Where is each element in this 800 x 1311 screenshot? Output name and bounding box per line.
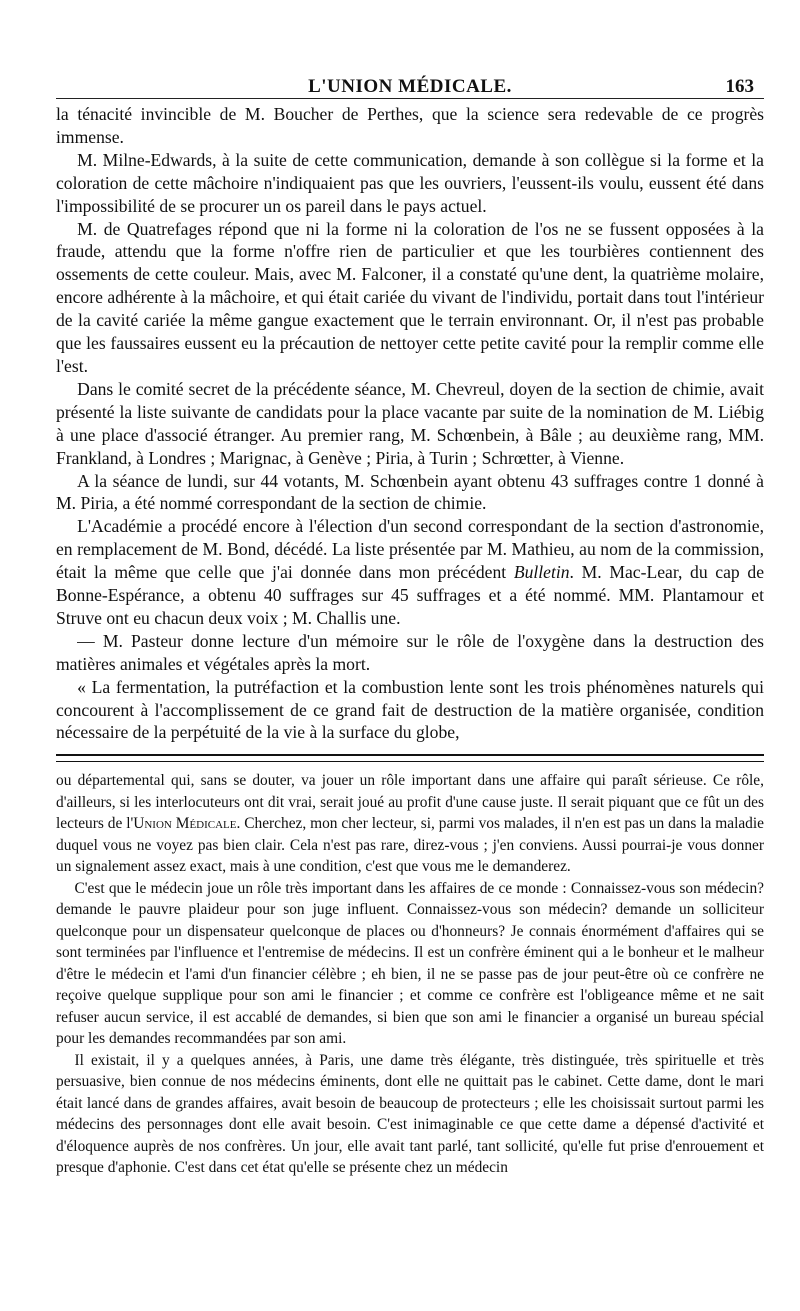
paragraph-4: Dans le comité secret de la précédente séance, M. Chevreul, doyen de la section de chimie, avait présenté la liste suivante de candidats pour la place vacante par suite de la nomination de M. Liébig à une place d'associé étranger. Au premier rang, M. Schœnbein, à Bâle ; au deuxième rang, MM. Frankland, à Londres ; Marignac, à Genève ; Piria, à Turin ; Schrœtter, à Vienne. [56,378,764,468]
feuilleton-paragraph-2: C'est que le médecin joue un rôle très important dans les affaires de ce monde : Connaissez-vous son médecin? demande le pauvre plaideur pour son juge influent. Connaissez-vous son médecin? demande un solliciteur quelconque pour un dispensateur quelconque de places ou d'honneurs? Je connais énormément d'affaires qui se sont terminées par l'influence et l'entremise de médecins. Il est un confrère éminent qui a le bonheur et le malheur d'être le médecin et l'ami d'un financier célèbre ; eh bien, il ne se passe pas de jour peut-être où ce confrère ne reçoive quelque supplique pour son ami le financier ; et comme ce confrère est l'obligeance même et ne sait refuser aucun service, il est accablé de demandes, si bien que son ami le financier a organisé un bureau spécial pour les demandes recommandées par son ami. [56,879,764,1048]
running-title: L'UNION MÉDICALE. [308,76,512,97]
feuilleton-paragraph-1-text-b: . Cherchez, mon cher lecteur, si, parmi vos malades, il n'en est pas un dans la maladie duquel vous ne voyez pas bien clair. Cela n'est pas rare, direz-vous ; j'en conviens. Aussi pourrai-je vous donner un signalement assez exact, mais à une condition, c'est que vous me le demanderez. [56,815,764,876]
paragraph-6-italic: Bulletin [513,562,570,583]
feuilleton-paragraph-1 [56,770,764,878]
main-article-text [56,103,764,744]
header-rule [56,98,764,99]
feuilleton-paragraph-3: Il existait, il y a quelques années, à Paris, une dame très élégante, très distinguée, très spirituelle et très persuasive, bien connue de nos médecins éminents, dont elle ne quittait pas le cabinet. Cette dame, dont le mari était lancé dans de grandes affaires, avait besoin de beaucoup de protecteurs ; elle les choisissait surtout parmi les médecins des personnages dont elle avait besoin. C'est inimaginable ce que cette dame a dépensé d'activité et d'éloquence auprès de nos confrères. Un jour, elle avait tant parlé, tant sollicité, qu'elle fut prise d'enrouement et presque d'aphonie. C'est dans cet état qu'elle se présente chez un médecin [56,1051,764,1177]
feuilleton-text [56,770,764,1179]
paragraph-6 [56,515,764,630]
paragraph-1: la ténacité invincible de M. Boucher de Perthes, que la science sera redevable de ce progrès immense. [56,104,764,147]
page-number: 163 [725,76,754,97]
paragraph-2: M. Milne-Edwards, à la suite de cette communication, demande à son collègue si la forme et la coloration de cette mâchoire n'indiquaient pas que les ouvriers, l'eussent-ils voulu, eussent été dans l'impossibilité de se procurer un os pareil dans le pays actuel. [56,149,764,216]
paragraph-8: « La fermentation, la putréfaction et la combustion lente sont les trois phénomènes naturels qui concourent à l'accomplissement de ce grand fait de destruction de la matière organisée, condition nécessaire de la perpétuité de la vie à la surface du globe, [56,676,764,743]
journal-page [56,68,764,1179]
paragraph-7: — M. Pasteur donne lecture d'un mémoire sur le rôle de l'oxygène dans la destruction des matières animales et végétales après la mort. [56,630,764,674]
paragraph-3: M. de Quatrefages répond que ni la forme ni la coloration de l'os ne se fussent opposées à la fraude, attendu que la forme n'offre rien de particulier et que les tourbières contiennent des ossements de cette couleur. Mais, avec M. Falconer, il a constaté qu'une dent, la quatrième molaire, encore adhérente à la mâchoire, et qui était cariée du vivant de l'individu, portait dans tout l'intérieur de la cavité cariée la même gangue exactement que le terrain environnant. Or, il n'est pas probable que les faussaires eussent eu la précaution de nettoyer cette petite cavité pour la remplir comme elle l'est. [56,218,764,376]
feuilleton-paragraph-1-text-a: ou départemental qui, sans se douter, va jouer un rôle important dans une affaire qui paraît sérieuse. Ce rôle, d'ailleurs, si les interlocuteurs ont dit vrai, serait joué au profit d'une cause juste. Il serait piquant que ce fût un des lecteurs de l' [56,772,764,833]
paragraph-6-text-a: L'Académie a procédé encore à l'élection d'un second correspondant de la section d'astronomie, en remplacement de M. Bond, décédé. La liste présentée par M. Mathieu, au nom de la commission, était la même que celle que j'ai donnée dans mon précédent [56,516,764,583]
paragraph-6-text-b: . M. Mac-Lear, du cap de Bonne-Espérance, a obtenu 40 suffrages sur 45 suffrages et a été nommé. MM. Plantamour et Struve ont eu chacun deux voix ; M. Challis une. [56,562,764,628]
feuilleton-divider [56,754,764,762]
journal-name-smallcaps: Union Médicale [133,815,237,833]
paragraph-5: A la séance de lundi, sur 44 votants, M. Schœnbein ayant obtenu 43 suffrages contre 1 donné à M. Piria, a été nommé correspondant de la section de chimie. [56,470,764,514]
running-header [56,68,764,98]
